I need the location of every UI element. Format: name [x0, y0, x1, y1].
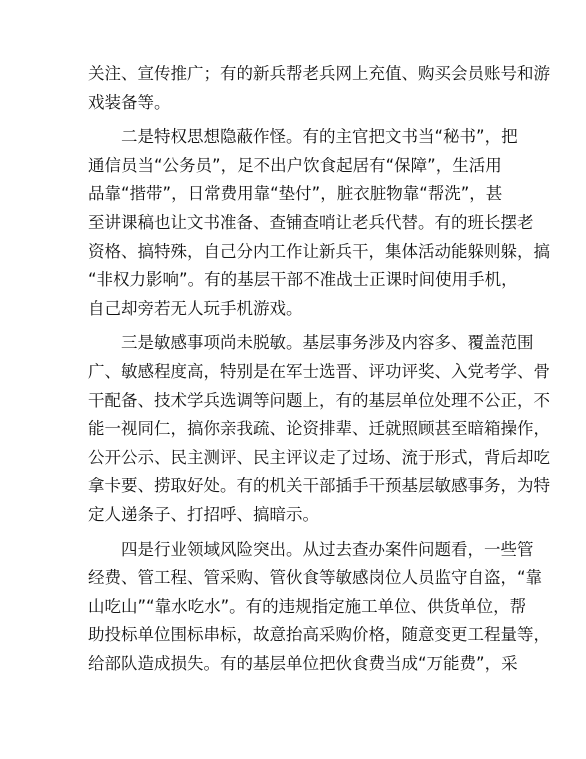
- text-line: 给部队造成损失。有的基层单位把伙食费当成“万能费”，采: [88, 653, 518, 673]
- paragraph-sensitive-matters: [88, 329, 550, 529]
- text-line: 助投标单位围标串标，故意抬高采购价格，随意变更工程量等，: [88, 625, 550, 645]
- body-text: [88, 60, 550, 678]
- text-line: 山吃山”“靠水吃水”。有的违规指定施工单位、供货单位，帮: [88, 596, 527, 616]
- text-line: 自己却旁若无人玩手机游戏。: [88, 298, 303, 318]
- text-line: 干配备、技术学兵选调等问题上，有的基层单位处理不公正，不: [88, 390, 550, 410]
- text-line: 关注、宣传推广；有的新兵帮老兵网上充值、购买会员账号和游: [88, 64, 550, 83]
- text-line: 定人递条子、打招呼、搞暗示。: [88, 504, 319, 524]
- text-line: 广、敏感程度高，特别是在军士选晋、评功评奖、入党考学、骨: [88, 361, 550, 381]
- text-line: 通信员当“公务员”，足不出户饮食起居有“保障”，生活用: [88, 155, 502, 175]
- text-line: 二是特权思想隐蔽作怪。有的主官把文书当“秘书”，把: [121, 127, 518, 147]
- paragraph-continuation: [88, 60, 550, 117]
- text-line: 三是敏感事项尚未脱敏。基层事务涉及内容多、覆盖范围: [121, 333, 534, 353]
- text-line: “非权力影响”。有的基层干部不准战士正课时间使用手机，: [88, 270, 518, 290]
- text-line: 经费、管工程、管采购、管伙食等敏感岗位人员监守自盗，“靠: [88, 568, 543, 588]
- text-line: 资格、搞特殊，自己分内工作让新兵干，集体活动能躲则躲，搞: [88, 241, 550, 261]
- text-line: 品靠“揩带”，日常费用靠“垫付”，脏衣脏物靠“帮洗”，甚: [88, 184, 503, 204]
- paragraph-privilege: [88, 123, 550, 323]
- text-line: 四是行业领域风险突出。从过去查办案件问题看，一些管: [121, 539, 534, 559]
- text-line: 至讲课稿也让文书准备、查铺查哨让老兵代替。有的班长摆老: [88, 212, 534, 232]
- text-line: 戏装备等。: [88, 92, 171, 112]
- paragraph-industry-risks: [88, 536, 550, 679]
- text-line: 拿卡要、捞取好处。有的机关干部插手干预基层敏感事务，为特: [88, 476, 550, 496]
- text-line: 公开公示、民主测评、民主评议走了过场、流于形式，背后却吃: [88, 447, 550, 467]
- text-line: 能一视同仁，搞你亲我疏、论资排辈、迁就照顾甚至暗箱操作，: [88, 419, 550, 439]
